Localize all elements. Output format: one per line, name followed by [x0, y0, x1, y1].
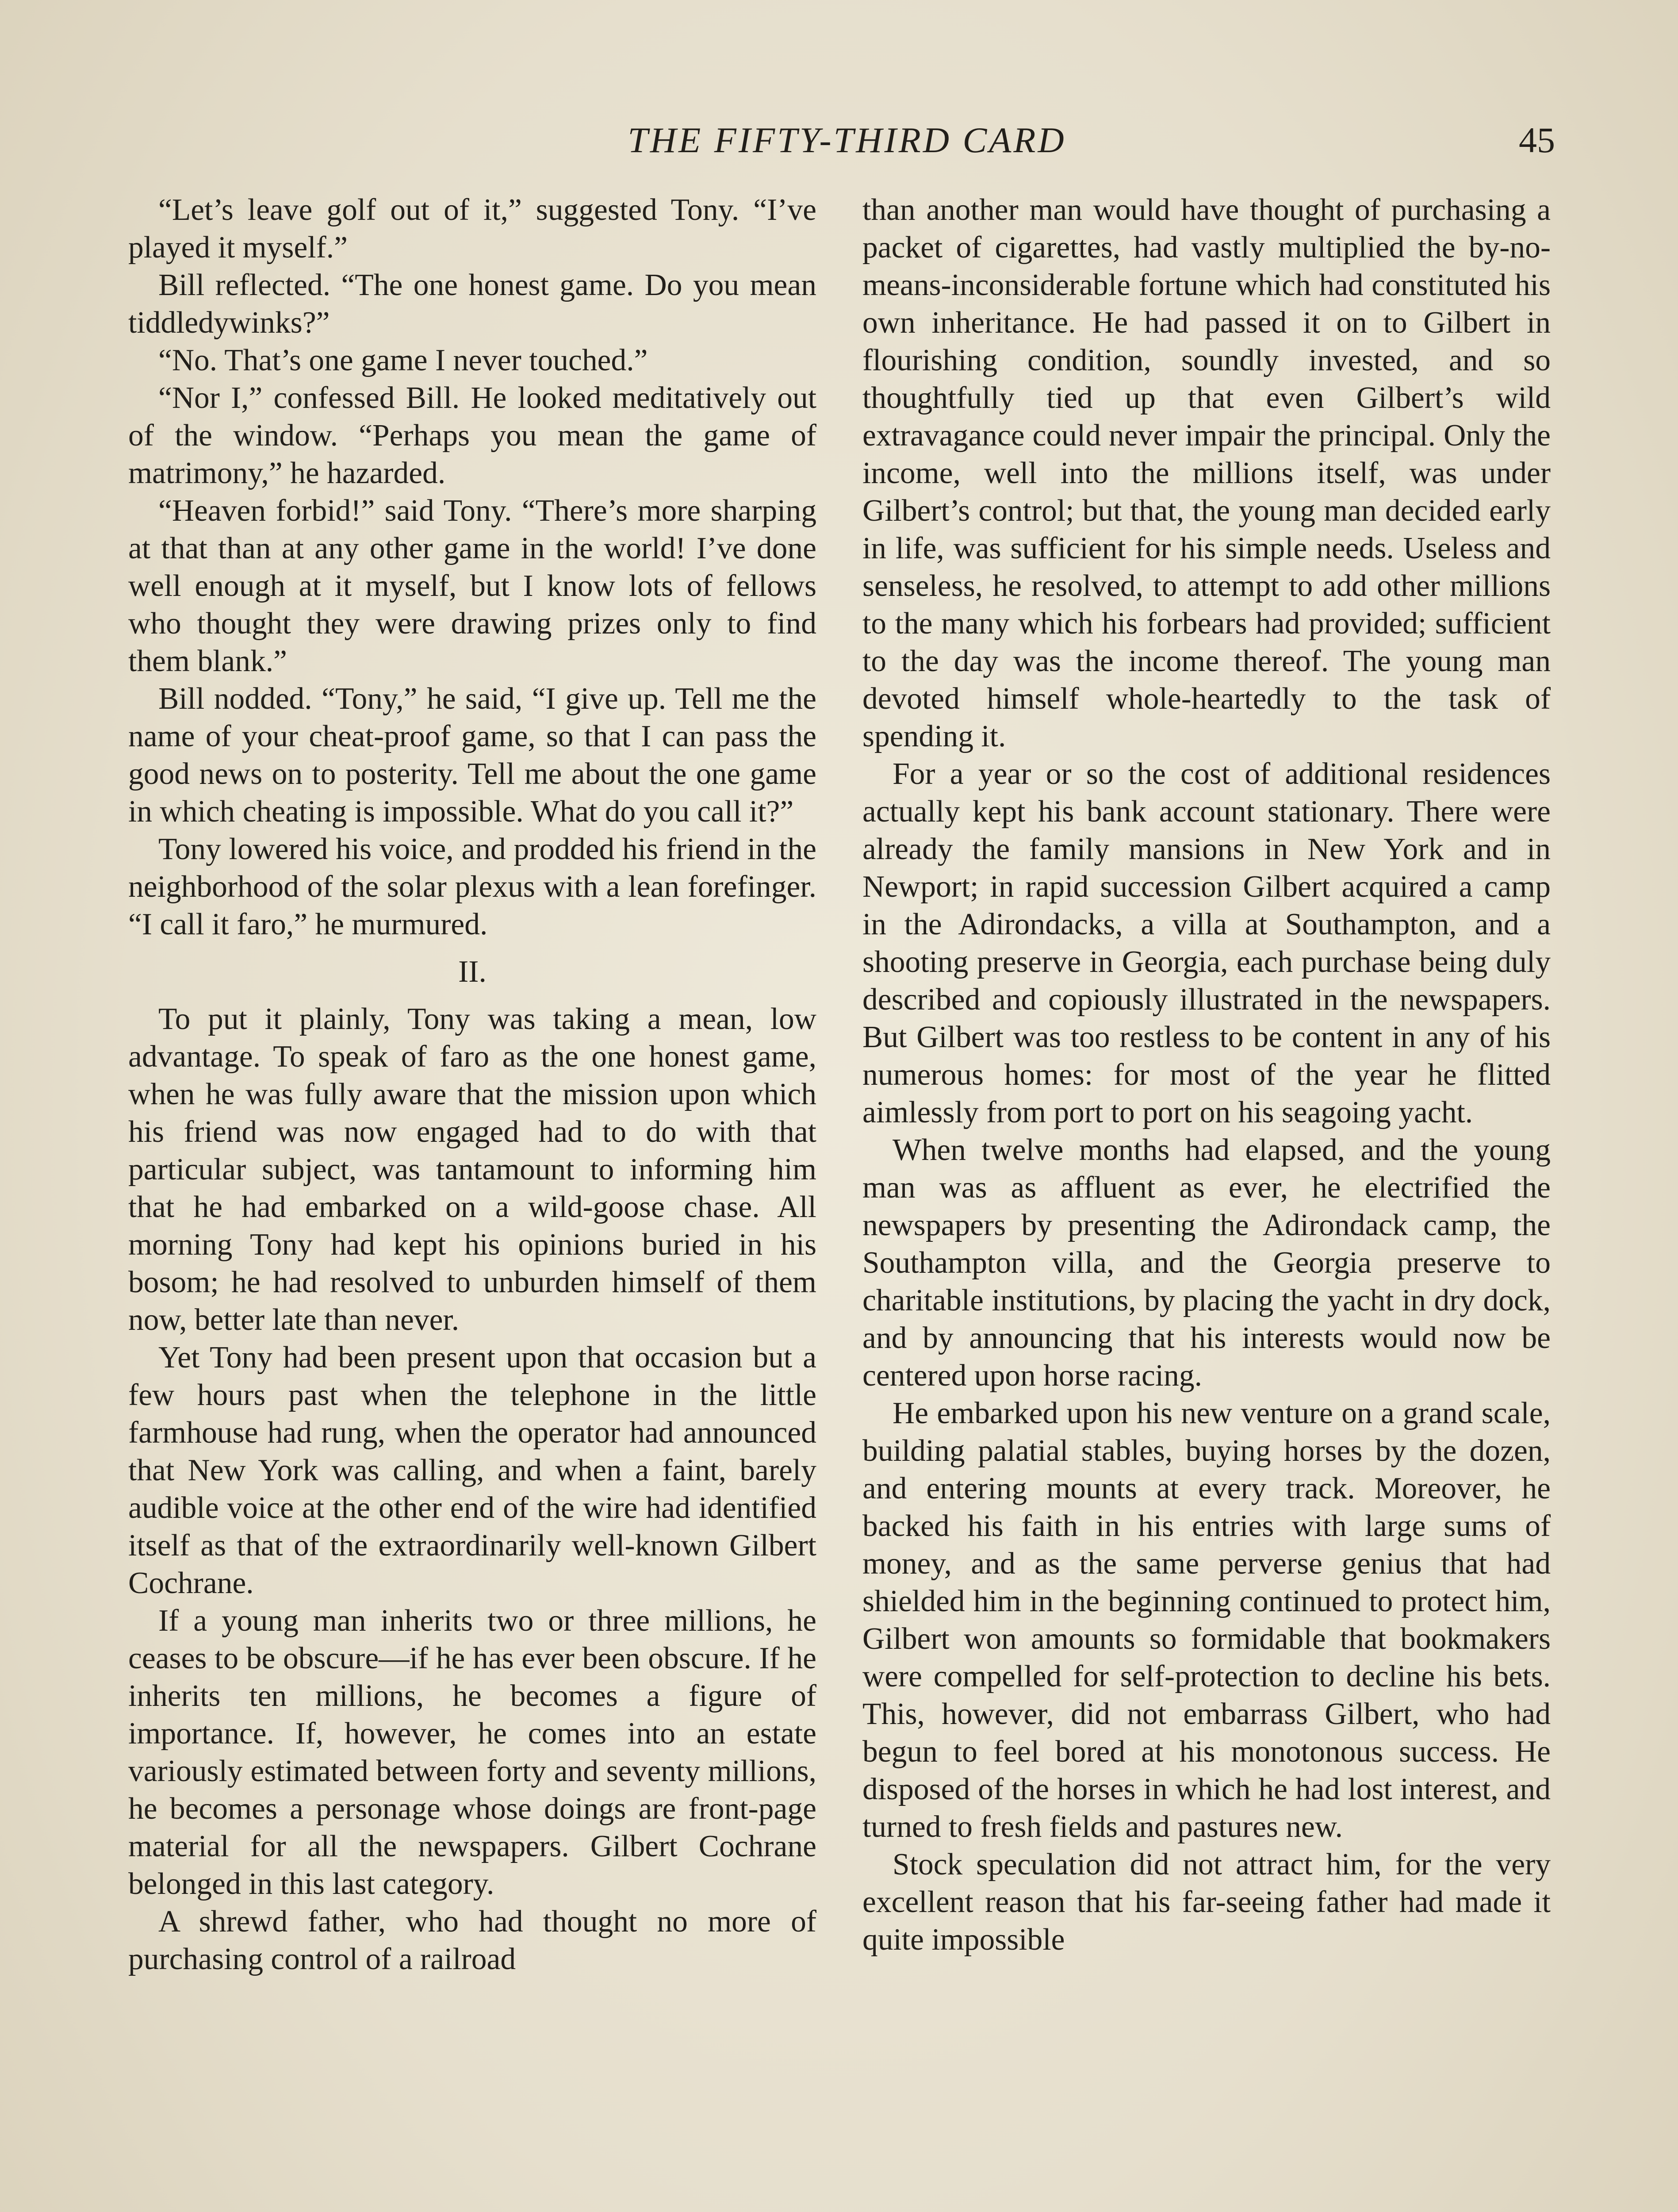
paragraph-continued: than another man would have thought of purchasing a packet of cigarettes, had vastly multiplied the by-no-means-inconsiderable fortune which had constituted his own inheritance. He had passed it on to Gilbert in flourishing condition, soundly invested, and so thoughtfully tied up that even Gilbert’s wild extravagance could never impair the principal. Only the income, well into the millions itself, was under Gilbert’s control; but that, the young man decided early in life, was sufficient for his simple needs. Useless and senseless, he resolved, to attempt to add other millions to the many which his forbears had provided; sufficient to the day was the income thereof. The young man devoted himself whole-heartedly to the task of spending it.: [862, 193, 1551, 753]
paragraph: When twelve months had elapsed, and the young man was as affluent as ever, he electrified the newspapers by presenting the Adirondack camp, the Southampton villa, and the Georgia preserve to charitable institutions, by placing the yacht in dry dock, and by announcing that his interests would now be centered upon horse racing.: [862, 1133, 1551, 1393]
running-title: THE FIFTY-THIRD CARD: [628, 120, 1066, 160]
left-column: [128, 191, 816, 1978]
paragraph: If a young man inherits two or three millions, he ceases to be obscure—if he has ever been obscure. If he inherits ten millions, he becomes a figure of importance. If, however, he comes into an estate variously estimated between forty and seventy millions, he becomes a personage whose doings are front-page material for all the newspapers. Gilbert Cochrane belonged in this last category.: [128, 1604, 816, 1901]
paragraph: “Let’s leave golf out of it,” suggested Tony. “I’ve played it myself.”: [128, 193, 816, 265]
paragraph: Bill nodded. “Tony,” he said, “I give up. Tell me the name of your cheat-proof game, so that I can pass the good news on to posterity. Tell me about the one game in which cheating is impossible. What do you call it?”: [128, 682, 816, 829]
paragraph: To put it plainly, Tony was taking a mean, low advantage. To speak of faro as the one honest game, when he was fully aware that the mission upon which his friend was now engaged had to do with that particular subject, was tantamount to informing him that he had embarked on a wild-goose chase. All morning Tony had kept his opinions buried in his bosom; he had resolved to unburden himself of them now, better late than never.: [128, 1002, 816, 1337]
paragraph: Tony lowered his voice, and prodded his friend in the neighborhood of the solar plexus with a lean forefinger. “I call it faro,” he murmured.: [128, 832, 816, 941]
paragraph: For a year or so the cost of additional residences actually kept his bank account stationary. There were already the family mansions in New York and in Newport; in rapid succession Gilbert acquired a camp in the Adirondacks, a villa at Southampton, and a shooting preserve in Georgia, each purchase being duly described and copiously illustrated in the newspapers. But Gilbert was too restless to be content in any of his numerous homes: for most of the year he flitted aimlessly from port to port on his seagoing yacht.: [862, 757, 1551, 1129]
page-header: [0, 116, 1678, 165]
paragraph: “No. That’s one game I never touched.”: [158, 343, 648, 377]
paragraph: A shrewd father, who had thought no more of purchasing control of a railroad: [128, 1905, 816, 1976]
paragraph: Bill reflected. “The one honest game. Do you mean tiddledywinks?”: [128, 268, 816, 340]
paragraph: Yet Tony had been present upon that occasion but a few hours past when the telephone in the little farmhouse had rung, when the operator had announced that New York was calling, and when a faint, barely audible voice at the other end of the wire had identified itself as that of the extraordinarily well-known Gilbert Cochrane.: [128, 1340, 816, 1600]
paragraph: “Nor I,” confessed Bill. He looked meditatively out of the window. “Perhaps you mean the game of matrimony,” he hazarded.: [128, 381, 816, 490]
section-heading: II.: [458, 955, 487, 989]
paragraph: He embarked upon his new venture on a grand scale, building palatial stables, buying horses by the dozen, and entering mounts at every track. Moreover, he backed his faith in his entries with large sums of money, and as the same perverse genius that had shielded him in the beginning continued to protect him, Gilbert won amounts so formidable that bookmakers were compelled for self-protection to decline his bets. This, however, did not embarrass Gilbert, who had begun to feel bored at his monotonous success. He disposed of the horses in which he had lost interest, and turned to fresh fields and pastures new.: [862, 1396, 1551, 1844]
paragraph: “Heaven forbid!” said Tony. “There’s more sharping at that than at any other game in the world! I’ve done well enough at it myself, but I know lots of fellows who thought they were drawing prizes only to find them blank.”: [128, 494, 816, 678]
right-column: [862, 191, 1551, 1959]
paragraph: Stock speculation did not attract him, for the very excellent reason that his far-seeing father had made it quite impossible: [862, 1847, 1551, 1957]
page-number: 45: [1519, 120, 1555, 160]
